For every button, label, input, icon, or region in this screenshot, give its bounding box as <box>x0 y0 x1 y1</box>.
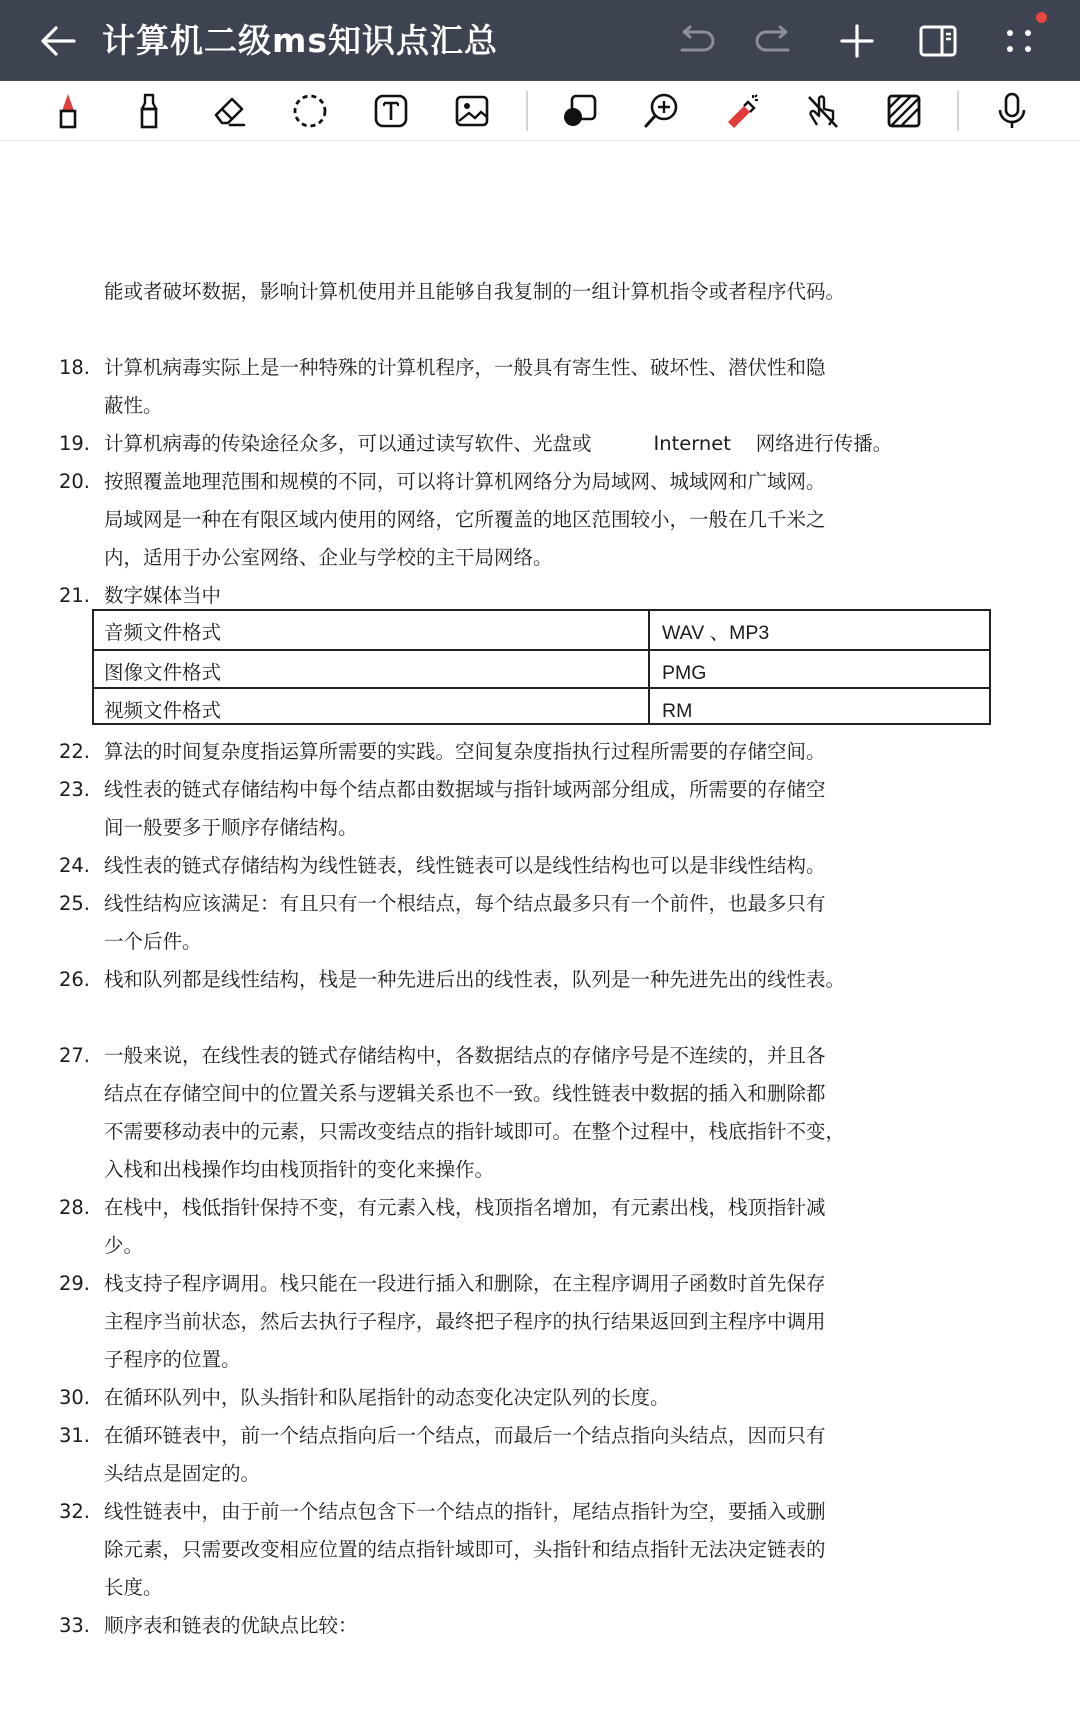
laser-pointer-icon[interactable] <box>720 89 764 133</box>
item-text: 在循环链表中，前一个结点指向后一个结点，而最后一个结点指向头结点，因而只有 <box>104 1424 826 1447</box>
toolbar-divider <box>957 91 959 131</box>
table-cell-type: 图像文件格式 <box>94 651 650 687</box>
item-number: 32. <box>58 1500 90 1523</box>
item-number: 30. <box>58 1386 90 1409</box>
table-cell-formats: PMG <box>662 662 707 684</box>
item-number: 33. <box>58 1614 90 1637</box>
table-cell-type: 音频文件格式 <box>94 611 650 649</box>
item-text: 主程序当前状态，然后去执行子程序，最终把子程序的执行结果返回到主程序中调用 <box>104 1310 826 1333</box>
item-text: 算法的时间复杂度指运算所需要的实践。空间复杂度指执行过程所需要的存储空间。 <box>104 740 826 763</box>
text-box-icon[interactable] <box>369 89 413 133</box>
item-text: 结点在存储空间中的位置关系与逻辑关系也不一致。线性链表中数据的插入和删除都 <box>104 1082 826 1105</box>
item-text: 一般来说，在线性表的链式存储结构中，各数据结点的存储序号是不连续的，并且各 <box>104 1044 826 1067</box>
eraser-icon[interactable] <box>208 89 252 133</box>
microphone-icon[interactable] <box>990 89 1034 133</box>
item-text: 间一般要多于顺序存储结构。 <box>104 816 358 839</box>
item-text: 子程序的位置。 <box>104 1348 241 1371</box>
touch-off-icon[interactable] <box>801 89 845 133</box>
item-number: 29. <box>58 1272 90 1295</box>
item-text: 按照覆盖地理范围和规模的不同，可以将计算机网络分为局域网、城域网和广域网。 <box>104 470 826 493</box>
item-text: 局域网是一种在有限区域内使用的网络，它所覆盖的地区范围较小，一般在几千米之 <box>104 508 826 531</box>
grid-icon[interactable] <box>882 89 926 133</box>
item-number: 26. <box>58 968 90 991</box>
item-text: 不需要移动表中的元素，只需改变结点的指针域即可。在整个过程中，栈底指针不变， <box>104 1120 846 1143</box>
item-text: 蔽性。 <box>104 394 163 417</box>
item-text: 头结点是固定的。 <box>104 1462 261 1485</box>
notification-dot <box>1036 12 1047 23</box>
undo-icon[interactable] <box>672 18 718 64</box>
item-number: 19. <box>58 432 90 455</box>
item-number: 27. <box>58 1044 90 1067</box>
drawing-toolbar <box>0 81 1080 141</box>
marker-pen-icon[interactable] <box>46 89 90 133</box>
table-row <box>94 687 989 725</box>
item-number: 20. <box>58 470 90 493</box>
table-cell-formats: RM <box>662 700 693 722</box>
intro-line: 能或者破坏数据，影响计算机使用并且能够自我复制的一组计算机指令或者程序代码。 <box>104 280 846 303</box>
item-number: 18. <box>58 356 90 379</box>
media-format-table <box>92 609 991 725</box>
item-number: 23. <box>58 778 90 801</box>
item-number: 22. <box>58 740 90 763</box>
item-text: 除元素，只需要改变相应位置的结点指针域即可，头指针和结点指针无法决定链表的 <box>104 1538 826 1561</box>
table-row <box>94 611 989 649</box>
item-text: 在循环队列中，队头指针和队尾指针的动态变化决定队列的长度。 <box>104 1386 670 1409</box>
shape-fill-icon[interactable] <box>558 89 602 133</box>
item-number: 21. <box>58 584 90 607</box>
item-text: 线性结构应该满足：有且只有一个根结点，每个结点最多只有一个前件，也最多只有 <box>104 892 826 915</box>
table-cell-type: 视频文件格式 <box>94 689 650 725</box>
item-number: 31. <box>58 1424 90 1447</box>
item-number: 25. <box>58 892 90 915</box>
note-title[interactable]: 计算机二级ms知识点汇总 <box>102 21 499 60</box>
item-text: 内，适用于办公室网络、企业与学校的主干局网络。 <box>104 546 553 569</box>
redo-icon[interactable] <box>752 18 798 64</box>
item-text: 在栈中，栈低指针保持不变，有元素入栈，栈顶指名增加，有元素出栈，栈顶指针减 <box>104 1196 826 1219</box>
add-icon[interactable] <box>834 18 880 64</box>
item-text: 计算机病毒实际上是一种特殊的计算机程序，一般具有寄生性、破坏性、潜伏性和隐 <box>104 356 826 379</box>
insert-image-icon[interactable] <box>450 89 494 133</box>
highlighter-icon[interactable] <box>127 89 171 133</box>
item-text: 长度。 <box>104 1576 163 1599</box>
item-number: 28. <box>58 1196 90 1219</box>
lasso-select-icon[interactable] <box>288 89 332 133</box>
item-text: 顺序表和链表的优缺点比较： <box>104 1614 358 1637</box>
split-view-icon[interactable] <box>915 18 961 64</box>
item-text: 线性表的链式存储结构中每个结点都由数据域与指针域两部分组成，所需要的存储空 <box>104 778 826 801</box>
item-text: 线性链表中，由于前一个结点包含下一个结点的指针，尾结点指针为空，要插入或删 <box>104 1500 826 1523</box>
toolbar-divider <box>526 91 528 131</box>
title-bar <box>0 0 1080 81</box>
item-text: 一个后件。 <box>104 930 202 953</box>
table-cell-formats: WAV 、MP3 <box>662 622 770 644</box>
item-text: 栈和队列都是线性结构，栈是一种先进后出的线性表，队列是一种先进先出的线性表。 <box>104 968 846 991</box>
item-number: 24. <box>58 854 90 877</box>
more-icon[interactable] <box>996 18 1042 64</box>
table-row <box>94 649 989 687</box>
item-text: 数字媒体当中 <box>104 584 222 607</box>
document-page[interactable] <box>0 141 1080 1728</box>
zoom-icon[interactable] <box>640 89 684 133</box>
item-text: 栈支持子程序调用。栈只能在一段进行插入和删除，在主程序调用子函数时首先保存 <box>104 1272 826 1295</box>
back-arrow-icon[interactable] <box>36 18 82 64</box>
item-text: 入栈和出栈操作均由栈顶指针的变化来操作。 <box>104 1158 495 1181</box>
item-text: 线性表的链式存储结构为线性链表，线性链表可以是线性结构也可以是非线性结构。 <box>104 854 826 877</box>
item-text: 计算机病毒的传染途径众多，可以通过读写软件、光盘或 Internet 网络进行传播。 <box>104 432 893 455</box>
item-text: 少。 <box>104 1234 144 1257</box>
